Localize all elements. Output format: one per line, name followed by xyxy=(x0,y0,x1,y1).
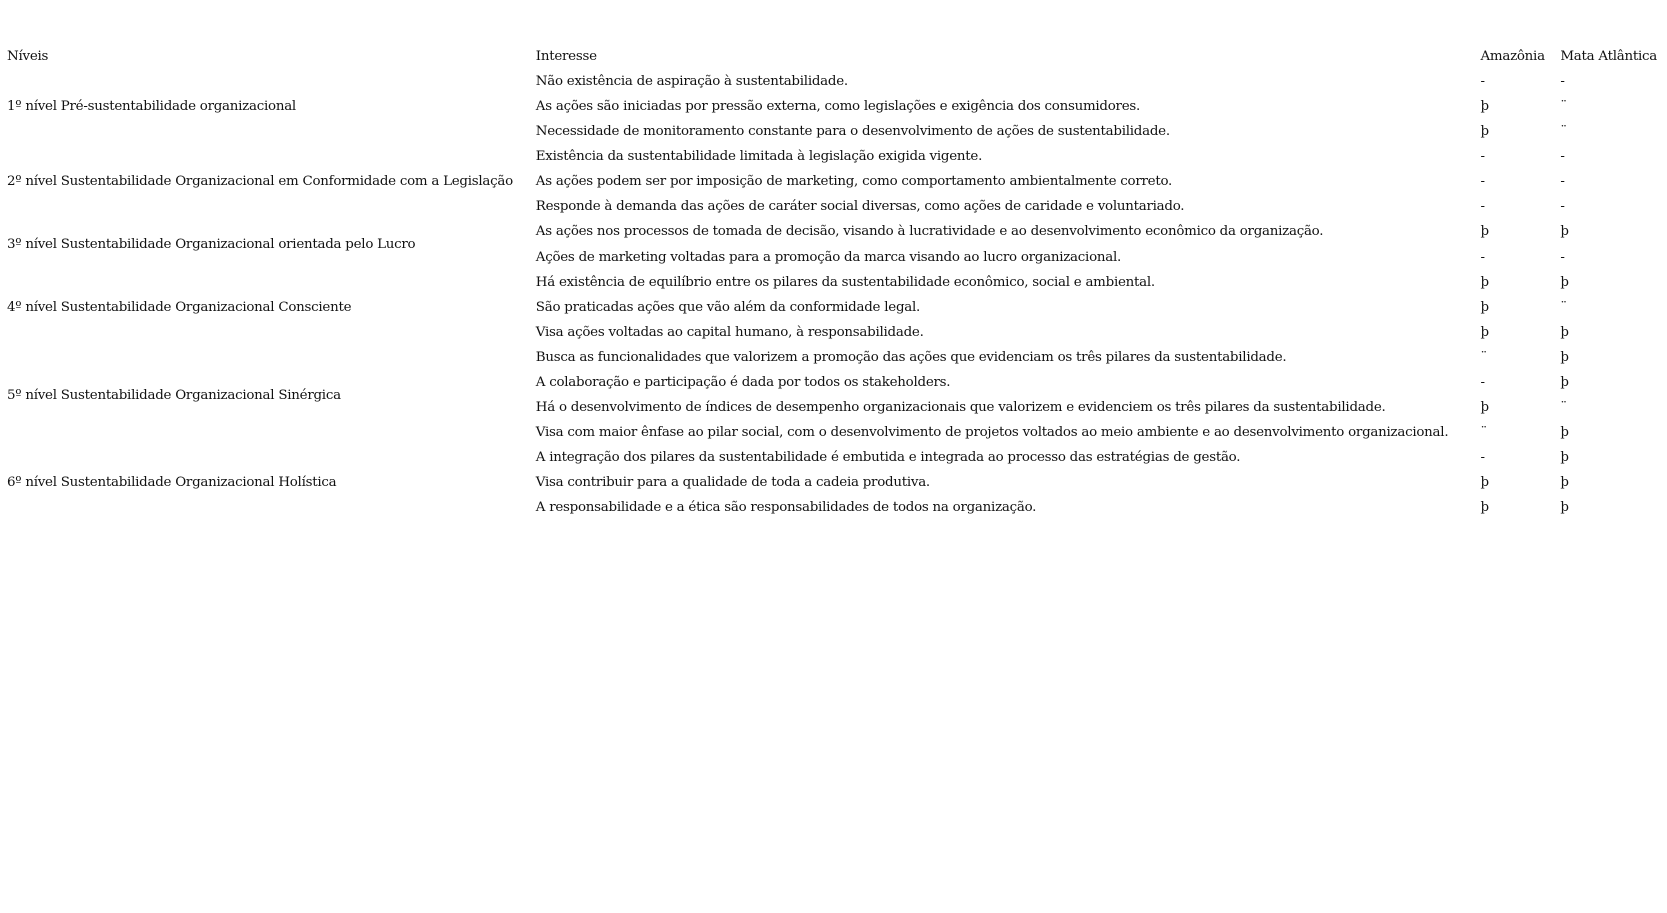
table-row xyxy=(7,144,1657,169)
interest-cell: Há o desenvolvimento de índices de desempenho organizacionais que valorizem e evidenciem os três pilares da sustentabilidade. xyxy=(535,400,1386,416)
level-cell: 2º nível Sustentabilidade Organizacional em Conformidade com a Legislação xyxy=(7,174,513,190)
amazonia-mark: þ xyxy=(1480,224,1489,240)
level-cell: 6º nível Sustentabilidade Organizacional Holística xyxy=(7,475,337,491)
document-page xyxy=(7,44,1657,521)
header-amazonia: Amazônia xyxy=(1480,48,1545,64)
amazonia-mark: - xyxy=(1480,73,1485,89)
amazonia-mark: - xyxy=(1480,450,1485,466)
amazonia-mark: þ xyxy=(1480,124,1489,140)
level-cell: 4º nível Sustentabilidade Organizacional Consciente xyxy=(7,299,352,315)
amazonia-mark: þ xyxy=(1480,475,1489,491)
amazonia-mark: þ xyxy=(1480,324,1489,340)
amazonia-mark: - xyxy=(1480,249,1485,265)
table-header-row xyxy=(7,44,1657,69)
mata-mark: þ xyxy=(1560,425,1569,441)
interest-cell: Não existência de aspiração à sustentabilidade. xyxy=(535,73,848,89)
interest-cell: A colaboração e participação é dada por todos os stakeholders. xyxy=(535,374,951,390)
interest-cell: Busca as funcionalidades que valorizem a promoção das ações que evidenciam os três pilares da sustentabilidade. xyxy=(535,349,1287,365)
amazonia-mark: ¨ xyxy=(1480,425,1487,441)
interest-cell: Visa ações voltadas ao capital humano, à responsabilidade. xyxy=(535,324,924,340)
level-cell: 1º nível Pré-sustentabilidade organizacional xyxy=(7,98,296,114)
table-row xyxy=(7,270,1657,295)
mata-mark: þ xyxy=(1560,475,1569,491)
mata-mark: þ xyxy=(1560,450,1569,466)
amazonia-mark: þ xyxy=(1480,98,1489,114)
mata-mark: - xyxy=(1560,73,1565,89)
sustainability-levels-table xyxy=(7,44,1657,521)
mata-mark: ¨ xyxy=(1560,98,1567,114)
mata-mark: þ xyxy=(1560,374,1569,390)
header-mata-atlantica: Mata Atlântica xyxy=(1560,48,1657,64)
mata-mark: ¨ xyxy=(1560,400,1567,416)
table-row xyxy=(7,220,1657,245)
amazonia-mark: - xyxy=(1480,374,1485,390)
mata-mark: - xyxy=(1560,199,1565,215)
header-levels: Níveis xyxy=(7,48,49,64)
interest-cell: As ações podem ser por imposição de marketing, como comportamento ambientalmente correto. xyxy=(535,174,1173,190)
mata-mark: þ xyxy=(1560,349,1569,365)
interest-cell: Existência da sustentabilidade limitada à legislação exigida vigente. xyxy=(535,149,983,165)
header-interest: Interesse xyxy=(535,48,597,64)
interest-cell: Necessidade de monitoramento constante para o desenvolvimento de ações de sustentabilidade. xyxy=(535,124,1170,140)
interest-cell: Ações de marketing voltadas para a promoção da marca visando ao lucro organizacional. xyxy=(535,249,1122,265)
amazonia-mark: þ xyxy=(1480,274,1489,290)
level-cell: 3º nível Sustentabilidade Organizacional orientada pelo Lucro xyxy=(7,236,416,252)
amazonia-mark: þ xyxy=(1480,400,1489,416)
table-row xyxy=(7,345,1657,370)
mata-mark: ¨ xyxy=(1560,124,1567,140)
amazonia-mark: - xyxy=(1480,174,1485,190)
amazonia-mark: - xyxy=(1480,199,1485,215)
amazonia-mark: þ xyxy=(1480,500,1489,516)
mata-mark: þ xyxy=(1560,324,1569,340)
level-cell: 5º nível Sustentabilidade Organizacional Sinérgica xyxy=(7,387,341,403)
amazonia-mark: ¨ xyxy=(1480,349,1487,365)
mata-mark: - xyxy=(1560,149,1565,165)
interest-cell: As ações são iniciadas por pressão externa, como legislações e exigência dos consumidores. xyxy=(535,98,1141,114)
interest-cell: Há existência de equilíbrio entre os pilares da sustentabilidade econômico, social e ambiental. xyxy=(535,274,1155,290)
mata-mark: - xyxy=(1560,249,1565,265)
interest-cell: As ações nos processos de tomada de decisão, visando à lucratividade e ao desenvolvimento econômico da organização. xyxy=(535,224,1324,240)
mata-mark: ¨ xyxy=(1560,299,1567,315)
interest-cell: Responde à demanda das ações de caráter social diversas, como ações de caridade e voluntariado. xyxy=(535,199,1185,215)
amazonia-mark: - xyxy=(1480,149,1485,165)
table-row xyxy=(7,445,1657,470)
interest-cell: A responsabilidade e a ética são responsabilidades de todos na organização. xyxy=(535,500,1037,516)
mata-mark: þ xyxy=(1560,274,1569,290)
interest-cell: Visa com maior ênfase ao pilar social, com o desenvolvimento de projetos voltados ao meio ambiente e ao desenvolvimento organizacional. xyxy=(535,425,1449,441)
interest-cell: A integração dos pilares da sustentabilidade é embutida e integrada ao processo das estratégias de gestão. xyxy=(535,450,1241,466)
amazonia-mark: þ xyxy=(1480,299,1489,315)
table-row xyxy=(7,69,1657,94)
interest-cell: São praticadas ações que vão além da conformidade legal. xyxy=(535,299,921,315)
interest-cell: Visa contribuir para a qualidade de toda a cadeia produtiva. xyxy=(535,475,930,491)
mata-mark: - xyxy=(1560,174,1565,190)
mata-mark: þ xyxy=(1560,224,1569,240)
mata-mark: þ xyxy=(1560,500,1569,516)
